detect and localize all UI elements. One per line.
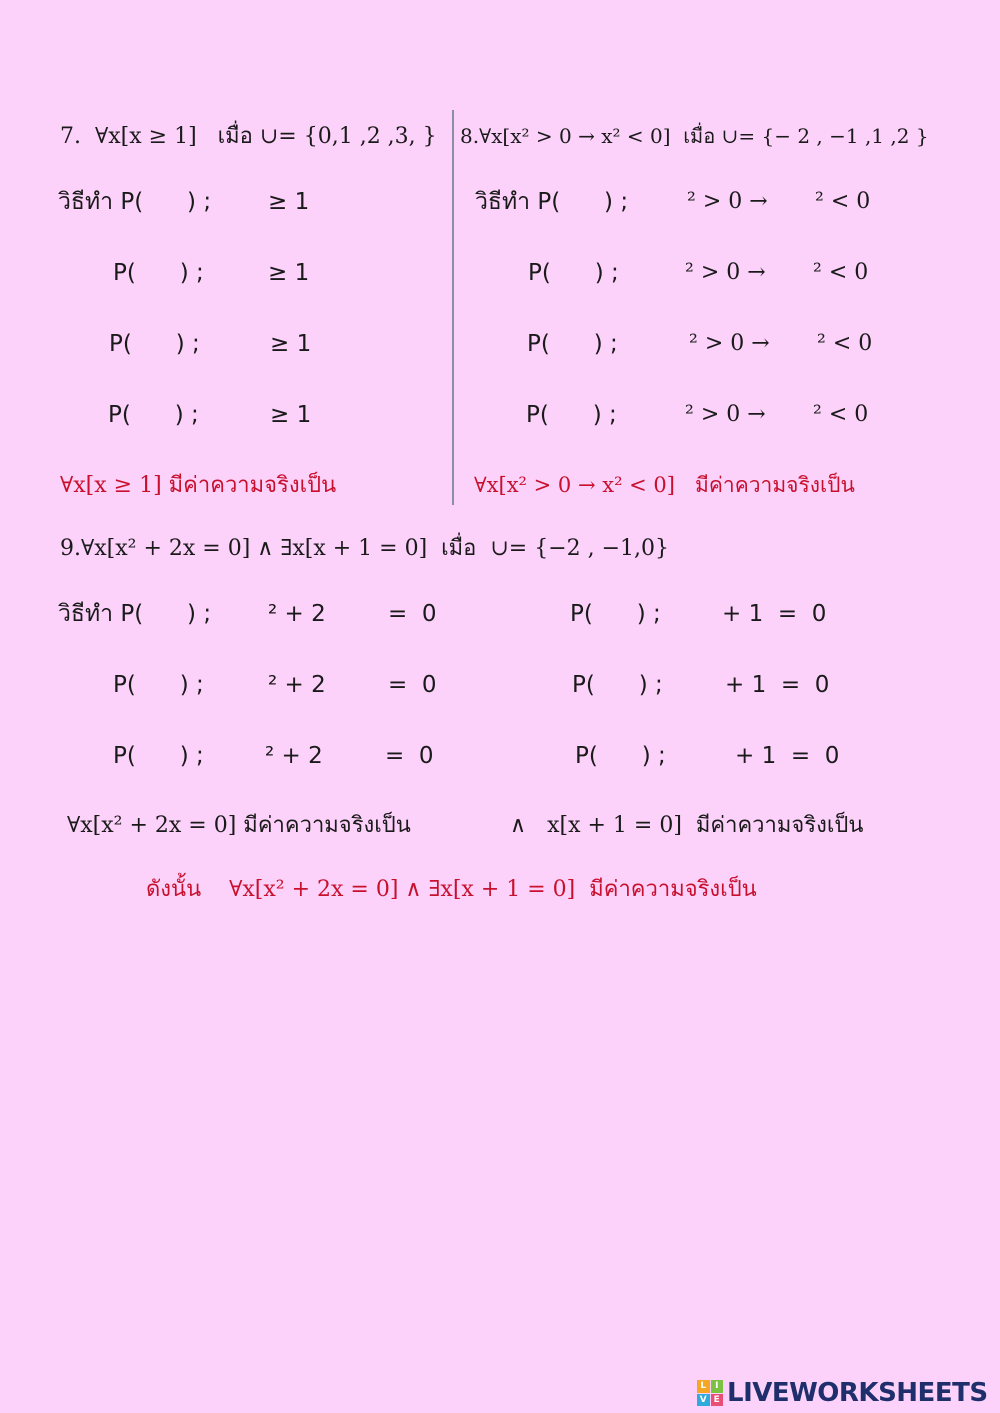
q8-row-3-expr2: ² < 0 [817, 331, 873, 356]
q8-row-2-label: P( ) ; [528, 260, 619, 286]
q7-heading: 7. ∀x[x ≥ 1] เมื่อ ∪= {0,1 ,2 ,3, } [60, 124, 437, 149]
q9-right-row-1-label: P( ) ; [570, 601, 661, 627]
q7-row-1-expr: ≥ 1 [268, 189, 310, 215]
q9-left-row-3-eq: = 0 [385, 743, 434, 769]
q9-left-row-1-label: วิธีทำ P( ) ; [58, 601, 212, 627]
logo-mark-e: E [711, 1394, 724, 1407]
q7-row-4-label: P( ) ; [108, 402, 199, 428]
liveworksheets-logo [697, 1377, 988, 1409]
q8-row-4-expr2: ² < 0 [813, 402, 869, 427]
logo-mark-l: L [697, 1380, 710, 1393]
q8-row-3-label: P( ) ; [527, 331, 618, 357]
q8-row-1-expr1: ² > 0 → [687, 189, 768, 214]
q9-final-conclusion: ดังนั้น ∀x[x² + 2x = 0] ∧ ∃x[x + 1 = 0] มีค่าความจริงเป็น [146, 877, 757, 902]
q7-row-4-expr: ≥ 1 [270, 402, 312, 428]
q9-left-row-2-eq: = 0 [388, 672, 437, 698]
q8-row-3-expr1: ² > 0 → [689, 331, 770, 356]
q9-left-row-2-sq: ² + 2 [268, 672, 326, 698]
logo-mark [697, 1380, 723, 1406]
q9-conclusion-left: ∀x[x² + 2x = 0] มีค่าความจริงเป็น [67, 813, 411, 838]
q9-right-row-3-label: P( ) ; [575, 743, 666, 769]
logo-mark-i: I [711, 1380, 724, 1393]
q9-left-row-2-label: P( ) ; [113, 672, 204, 698]
q8-row-2-expr1: ² > 0 → [685, 260, 766, 285]
q9-left-row-3-sq: ² + 2 [265, 743, 323, 769]
q7-row-2-label: P( ) ; [113, 260, 204, 286]
q8-row-1-expr2: ² < 0 [815, 189, 871, 214]
q8-row-1-label: วิธีทำ P( ) ; [475, 189, 629, 215]
logo-mark-v: V [697, 1394, 710, 1407]
q7-row-3-label: P( ) ; [109, 331, 200, 357]
q9-right-row-2-expr: + 1 = 0 [725, 672, 830, 698]
q9-right-row-3-expr: + 1 = 0 [735, 743, 840, 769]
q8-heading: 8.∀x[x² > 0 → x² < 0] เมื่อ ∪= {− 2 , −1 ,1 ,2 } [460, 124, 929, 148]
q9-left-row-1-eq: = 0 [388, 601, 437, 627]
q7-row-1-label: วิธีทำ P( ) ; [58, 189, 212, 215]
q8-conclusion: ∀x[x² > 0 → x² < 0] มีค่าความจริงเป็น [474, 473, 855, 497]
q7-row-2-expr: ≥ 1 [268, 260, 310, 286]
q9-right-row-2-label: P( ) ; [572, 672, 663, 698]
column-divider [452, 110, 454, 505]
q9-left-row-1-sq: ² + 2 [268, 601, 326, 627]
q8-row-4-expr1: ² > 0 → [685, 402, 766, 427]
q8-row-4-label: P( ) ; [526, 402, 617, 428]
q7-conclusion: ∀x[x ≥ 1] มีค่าความจริงเป็น [60, 473, 337, 498]
logo-text: LIVEWORKSHEETS [727, 1378, 988, 1408]
q9-conclusion-right: ∧ x[x + 1 = 0] มีค่าความจริงเป็น [510, 813, 864, 838]
q9-heading: 9.∀x[x² + 2x = 0] ∧ ∃x[x + 1 = 0] เมื่อ ∪= {−2 , −1,0} [60, 536, 670, 561]
q9-left-row-3-label: P( ) ; [113, 743, 204, 769]
q8-row-2-expr2: ² < 0 [813, 260, 869, 285]
q9-right-row-1-expr: + 1 = 0 [722, 601, 827, 627]
q7-row-3-expr: ≥ 1 [270, 331, 312, 357]
